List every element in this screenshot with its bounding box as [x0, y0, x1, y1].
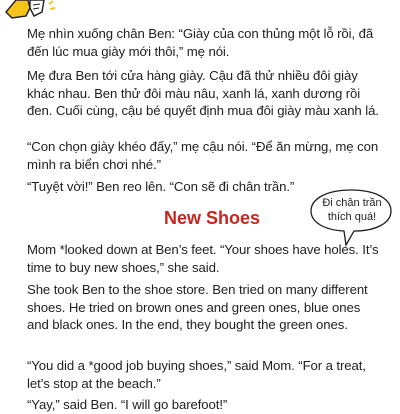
book-icon — [0, 0, 60, 22]
story-title: New Shoes — [164, 208, 261, 228]
vi-paragraph-2: Mẹ đưa Ben tới cửa hàng giày. Cậu đã thử nhiều đôi giày khác nhau. Ben thử đôi màu nâu, xanh lá, xanh dương rồi đen. Cuối cùng, cậu bé quyết định mua đôi giày màu xanh lá. — [27, 68, 379, 118]
en-paragraph-4: “Yay,” said Ben. “I will go barefoot!” — [27, 397, 228, 412]
en-paragraph-1: Mom *looked down at Ben’s feet. “Your shoes have holes. It’s time to buy new shoes,” she said. — [27, 242, 379, 275]
vi-paragraph-3: “Con chọn giày khéo đấy,” mẹ cậu nói. “Để ăn mừng, mẹ con mình ra biển chơi nhé.” — [27, 139, 379, 172]
vi-paragraph-4: “Tuyệt vời!” Ben reo lên. “Con sẽ đi chân trần.” — [27, 179, 295, 194]
speech-bubble-text: Đi chân trần thích quá! — [322, 197, 382, 223]
vi-paragraph-1: Mẹ nhìn xuống chân Ben: “Giày của con thủng một lỗ rồi, đã đến lúc mua giày mới thôi,” mẹ nói. — [27, 26, 374, 59]
speech-bubble — [308, 187, 394, 247]
en-paragraph-3: “You did a *good job buying shoes,” said Mom. “For a treat, let’s stop at the beach.” — [27, 358, 366, 391]
en-paragraph-2: She took Ben to the shoe store. Ben tried on many different shoes. He tried on brown ones and green ones, blue ones and black ones. In the end, they bought the green ones. — [27, 282, 368, 332]
